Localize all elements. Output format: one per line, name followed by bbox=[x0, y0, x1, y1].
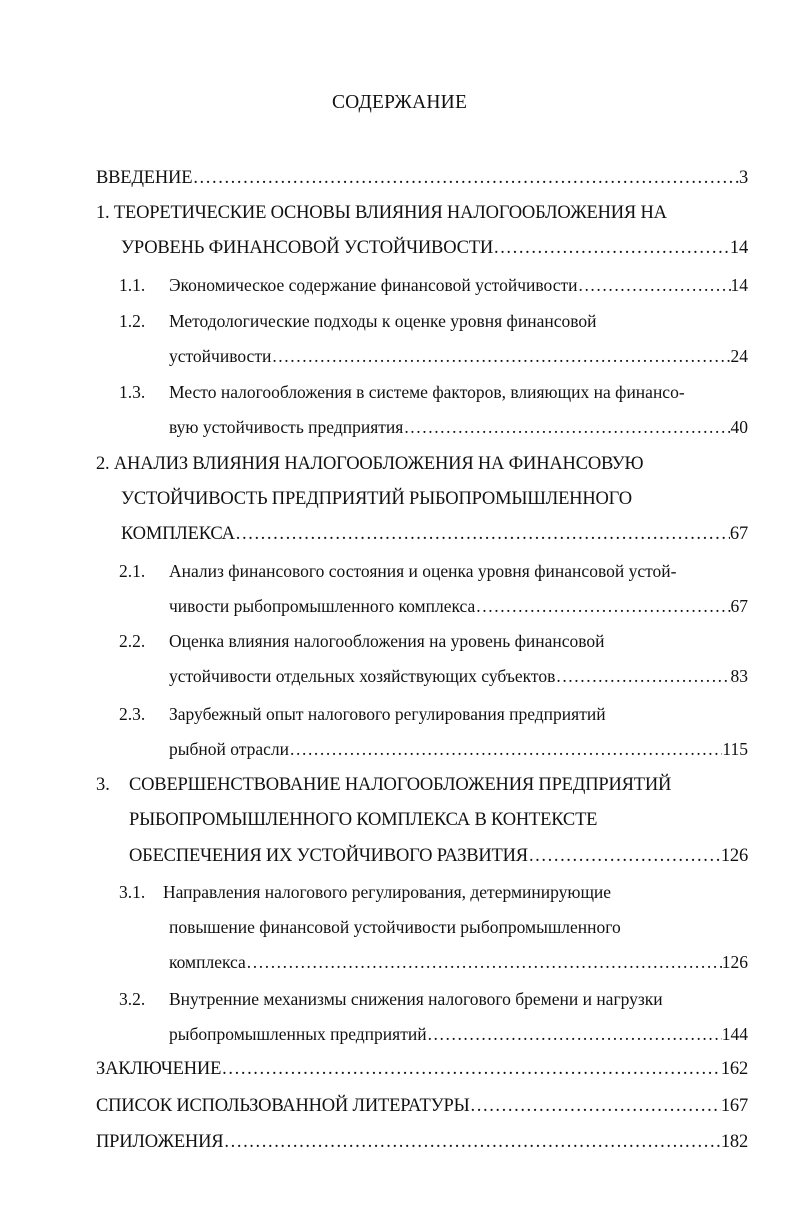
toc-entry-text: ОБЕСПЕЧЕНИЯ ИХ УСТОЙЧИВОГО РАЗВИТИЯ bbox=[129, 846, 528, 866]
toc-entry-text: КОМПЛЕКСА bbox=[121, 524, 235, 544]
toc-chapter-number: 3. bbox=[96, 775, 110, 795]
toc-page-number: 40 bbox=[730, 417, 748, 437]
toc-chapter-3-line2: РЫБОПРОМЫШЛЕННОГО КОМПЛЕКСА В КОНТЕКСТЕ bbox=[129, 810, 598, 830]
toc-page-number: 126 bbox=[720, 846, 748, 866]
toc-page-number: 115 bbox=[722, 739, 748, 759]
leader-dots bbox=[192, 164, 739, 192]
toc-entry-text: рыбопромышленных предприятий bbox=[169, 1024, 427, 1044]
leader-dots bbox=[289, 735, 722, 763]
toc-section-number: 1.3. bbox=[119, 382, 146, 402]
toc-section-3-1-line3 bbox=[169, 948, 748, 976]
toc-section-2-2-line2 bbox=[169, 662, 748, 690]
toc-entry-references bbox=[96, 1092, 748, 1120]
toc-page-number: 24 bbox=[730, 346, 748, 366]
toc-entry-text: ВВЕДЕНИЕ bbox=[96, 168, 193, 188]
toc-chapter-3-line1: СОВЕРШЕНСТВОВАНИЕ НАЛОГООБЛОЖЕНИЯ ПРЕДПРИЯТИЙ bbox=[129, 775, 672, 795]
toc-entry-text: УРОВЕНЬ ФИНАНСОВОЙ УСТОЙЧИВОСТИ bbox=[121, 238, 493, 258]
toc-section-2-1-line2 bbox=[169, 592, 748, 620]
leader-dots bbox=[223, 1128, 720, 1156]
toc-section-1-2-line1: Методологические подходы к оценке уровня финансовой bbox=[169, 311, 597, 331]
leader-dots bbox=[555, 662, 730, 690]
toc-page-number: 67 bbox=[730, 596, 748, 616]
toc-section-3-1-line2: повышение финансовой устойчивости рыбопромышленного bbox=[169, 917, 621, 937]
toc-entry-text: ПРИЛОЖЕНИЯ bbox=[96, 1132, 224, 1152]
toc-entry-conclusion bbox=[96, 1055, 748, 1083]
toc-entry-text: устойчивости bbox=[169, 346, 272, 366]
toc-section-number: 1.2. bbox=[119, 311, 146, 331]
toc-section-1-2-line2 bbox=[169, 342, 748, 370]
toc-entry-text: СПИСОК ИСПОЛЬЗОВАННОЙ ЛИТЕРАТУРЫ bbox=[96, 1096, 470, 1116]
toc-page-number: 182 bbox=[720, 1132, 748, 1152]
toc-section-2-3-line2 bbox=[169, 735, 748, 763]
toc-section-1-3-line1: Место налогообложения в системе факторов, влияющих на финансо- bbox=[169, 382, 685, 402]
leader-dots bbox=[235, 520, 730, 548]
toc-section-number: 2.1. bbox=[119, 561, 146, 581]
toc-entry-text: комплекса bbox=[169, 952, 246, 972]
toc-section-3-2-line1: Внутренние механизмы снижения налогового бремени и нагрузки bbox=[169, 989, 663, 1009]
toc-page-number: 67 bbox=[729, 524, 748, 544]
toc-entry-text: чивости рыбопромышленного комплекса bbox=[169, 596, 476, 616]
leader-dots bbox=[577, 271, 730, 299]
toc-section-number: 3.2. bbox=[119, 989, 146, 1009]
page-title: СОДЕРЖАНИЕ bbox=[331, 92, 468, 113]
toc-section-1-1 bbox=[169, 271, 748, 299]
toc-page-number: 83 bbox=[730, 666, 748, 686]
leader-dots bbox=[221, 1055, 721, 1083]
toc-chapter-1-line2 bbox=[121, 234, 748, 262]
toc-page-number: 14 bbox=[730, 275, 748, 295]
toc-entry-text: ЗАКЛЮЧЕНИЕ bbox=[96, 1059, 222, 1079]
toc-section-2-1-line1: Анализ финансового состояния и оценка уровня финансовой устой- bbox=[169, 561, 677, 581]
toc-section-1-3-line2 bbox=[169, 413, 748, 441]
toc-chapter-2-line1: 2. АНАЛИЗ ВЛИЯНИЯ НАЛОГООБЛОЖЕНИЯ НА ФИНАНСОВУЮ bbox=[96, 454, 644, 474]
toc-page-number: 167 bbox=[720, 1096, 748, 1116]
toc-section-number: 2.3. bbox=[119, 704, 146, 724]
toc-page-number: 3 bbox=[738, 168, 748, 188]
toc-entry-introduction bbox=[96, 164, 748, 192]
toc-chapter-2-line3 bbox=[121, 520, 748, 548]
leader-dots bbox=[271, 342, 730, 370]
toc-entry-appendix bbox=[96, 1128, 748, 1156]
toc-page-number: 126 bbox=[721, 952, 748, 972]
toc-chapter-1-line1: 1. ТЕОРЕТИЧЕСКИЕ ОСНОВЫ ВЛИЯНИЯ НАЛОГООБЛОЖЕНИЯ НА bbox=[96, 203, 667, 223]
toc-entry-text: Экономическое содержание финансовой устойчивости bbox=[169, 275, 578, 295]
toc-page-number: 14 bbox=[729, 238, 748, 258]
leader-dots bbox=[427, 1020, 722, 1048]
toc-chapter-3-line3 bbox=[129, 842, 748, 870]
leader-dots bbox=[246, 948, 722, 976]
toc-entry-text: рыбной отрасли bbox=[169, 739, 290, 759]
toc-section-2-3-line1: Зарубежный опыт налогового регулирования предприятий bbox=[169, 704, 606, 724]
toc-section-number: 3.1. bbox=[119, 882, 146, 902]
toc-section-number: 1.1. bbox=[119, 275, 146, 295]
leader-dots bbox=[403, 413, 730, 441]
leader-dots bbox=[528, 842, 721, 870]
leader-dots bbox=[475, 592, 730, 620]
toc-page-number: 162 bbox=[720, 1059, 748, 1079]
toc-section-number: 2.2. bbox=[119, 631, 146, 651]
toc-section-2-2-line1: Оценка влияния налогообложения на уровень финансовой bbox=[169, 631, 605, 651]
leader-dots bbox=[470, 1092, 721, 1120]
toc-section-3-1-line1: Направления налогового регулирования, детерминирующие bbox=[163, 882, 612, 902]
toc-entry-text: устойчивости отдельных хозяйствующих субъектов bbox=[169, 666, 556, 686]
toc-section-3-2-line2 bbox=[169, 1020, 748, 1048]
toc-chapter-2-line2: УСТОЙЧИВОСТЬ ПРЕДПРИЯТИЙ РЫБОПРОМЫШЛЕННОГО bbox=[121, 489, 632, 509]
toc-entry-text: вую устойчивость предприятия bbox=[169, 417, 404, 437]
leader-dots bbox=[493, 234, 730, 262]
toc-page-number: 144 bbox=[721, 1024, 748, 1044]
